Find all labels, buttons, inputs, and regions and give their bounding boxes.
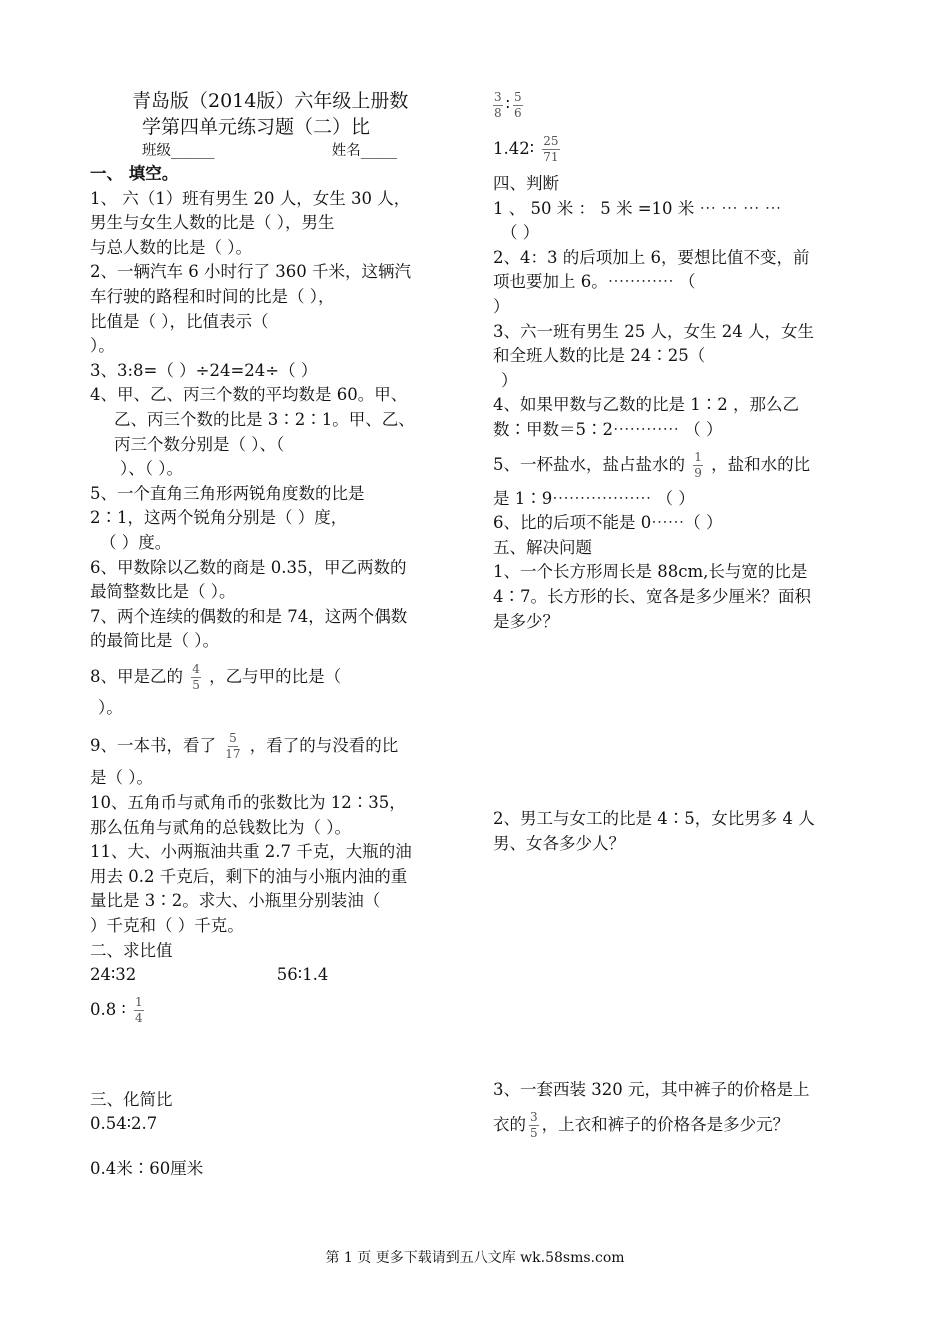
question-11: 11、大、小两瓶油共重 2.7 千克，大瓶的油 用去 0.2 千克后，剩下的油与小瓶内油的重 量比是 3∶2。求大、小瓶里分别装油（ ）千克和（ ）千克。 bbox=[90, 842, 412, 936]
right-column bbox=[493, 88, 865, 1147]
fraction: $\frac{3}{8}$ bbox=[494, 90, 502, 120]
question-4: 4、甲、乙、丙三个数的平均数是 60。甲、 乙、丙三个数的比是 3∶2∶1。甲、乙、 丙三个数分别是（ ）、（ ）、（ ）。 bbox=[90, 385, 415, 479]
simplify-item-3: $\frac{3}{8}$ ∶ $\frac{5}{6}$ bbox=[494, 90, 522, 120]
doc-title-line2: 学第四单元练习题（二）比 bbox=[142, 116, 371, 138]
ratio-row-1 bbox=[90, 963, 462, 988]
judge-2: 2、4：3 的后项加上 6，要想比值不变，前 项也要加上 6。⋯⋯⋯⋯ （ ） bbox=[493, 247, 810, 316]
fraction: $\frac{1}{9}$ bbox=[694, 449, 702, 480]
doc-title-line1: 青岛版（2014版）六年级上册数 bbox=[132, 90, 409, 112]
judge-5: 5、一杯盐水，盐占盐水的 $\frac{1}{9}$ ，盐和水的比 是 1∶9⋯⋯⋯⋯⋯⋯ （ ） bbox=[493, 449, 811, 508]
fraction: $\frac{25}{71}$ bbox=[543, 134, 559, 164]
problem-3: 3、一套西装 320 元，其中裤子的价格是上 衣的 $\frac{3}{5}$ ，上衣和裤子的价格各是多少元？ bbox=[493, 1080, 810, 1140]
simplify-item-2: 0.4米∶60厘米 bbox=[90, 1159, 204, 1178]
judge-1: 1 、 50 米 ： 5 米 =10 米 ⋯ ⋯ ⋯ ⋯ （ ） bbox=[493, 198, 782, 243]
question-10: 10、五角币与贰角币的张数比为 12∶35， 那么伍角与贰角的总钱数比为（ ）。 bbox=[90, 793, 406, 837]
fraction: $\frac{5}{6}$ bbox=[513, 90, 522, 120]
ratio-24-32: 24∶32 bbox=[90, 965, 137, 985]
judge-6: 6、比的后项不能是 0⋯⋯（ ） bbox=[493, 513, 723, 533]
question-9: 9、一本书，看了 $\frac{5}{17}$ ，看了的与没看的比 是（ ）。 bbox=[90, 731, 399, 788]
question-6: 6、甲数除以乙数的商是 0.35，甲乙两数的 最简整数比是（ ）。 bbox=[90, 557, 407, 602]
section2-heading: 二、求比值 bbox=[90, 940, 173, 960]
fraction: $\frac{4}{5}$ bbox=[192, 661, 200, 692]
question-1: 1、 六（1）班有男生 20 人，女生 30 人， 男生与女生人数的比是（ ），男生 与总人数的比是（ ）。 bbox=[90, 188, 411, 257]
fraction: $\frac{1}{4}$ bbox=[135, 994, 143, 1025]
question-5: 5、一个直角三角形两锐角度数的比是 2∶1，这两个锐角分别是（ ）度， （ ）度。 bbox=[90, 483, 365, 552]
fraction: $\frac{3}{5}$ bbox=[530, 1109, 538, 1140]
problem-2: 2、男工与女工的比是 4∶5，女比男多 4 人 男、女各多少人？ bbox=[493, 809, 815, 853]
simplify-item-1: 0.54∶2.7 bbox=[90, 1114, 158, 1134]
page-footer: 第 1 页 更多下载请到五八文库 wk.58sms.com bbox=[325, 1250, 625, 1266]
name-field[interactable]: 姓名_____ bbox=[331, 143, 397, 159]
section4-heading: 四、判断 bbox=[493, 174, 559, 193]
ratio-row-2: 0.8 ∶ $\frac{1}{4}$ bbox=[90, 994, 143, 1025]
section3-heading: 三、化简比 bbox=[90, 1089, 173, 1109]
question-3: 3、3:8=（ ）÷24=24÷（ ） bbox=[90, 360, 318, 380]
question-2: 2、一辆汽车 6 小时行了 360 千米，这辆汽 车行驶的路程和时间的比是（ ）， 比值是（ ），比值表示（ ）。 bbox=[90, 262, 411, 356]
section5-heading: 五、解决问题 bbox=[493, 537, 592, 557]
ratio-56-1.4: 56∶1.4 bbox=[276, 965, 329, 985]
class-field[interactable]: 班级______ bbox=[142, 143, 215, 159]
judge-4: 4、如果甲数与乙数的比是 1∶2 ，那么乙 数∶甲数＝5∶2⋯⋯⋯⋯ （ ） bbox=[493, 395, 799, 439]
fraction: $\frac{5}{17}$ bbox=[225, 731, 241, 762]
simplify-item-4: 1.42∶ $\frac{25}{71}$ bbox=[493, 134, 559, 164]
question-8: 8、甲是乙的 $\frac{4}{5}$ ，乙与甲的比是（ ）。 bbox=[90, 661, 342, 717]
left-column bbox=[90, 88, 462, 1182]
judge-3: 3、六一班有男生 25 人，女生 24 人，女生 和全班人数的比是 24∶25（ ） bbox=[493, 321, 814, 390]
problem-1: 1、一个长方形周长是 88cm,长与宽的比是 4∶7。长方形的长、宽各是多少厘米？面积 是多少？ bbox=[493, 562, 811, 631]
class-name-row bbox=[90, 140, 462, 162]
section1-heading: 一、 填空。 bbox=[90, 164, 179, 183]
question-7: 7、两个连续的偶数的和是 74，这两个偶数 的最简比是（ ）。 bbox=[90, 606, 408, 651]
